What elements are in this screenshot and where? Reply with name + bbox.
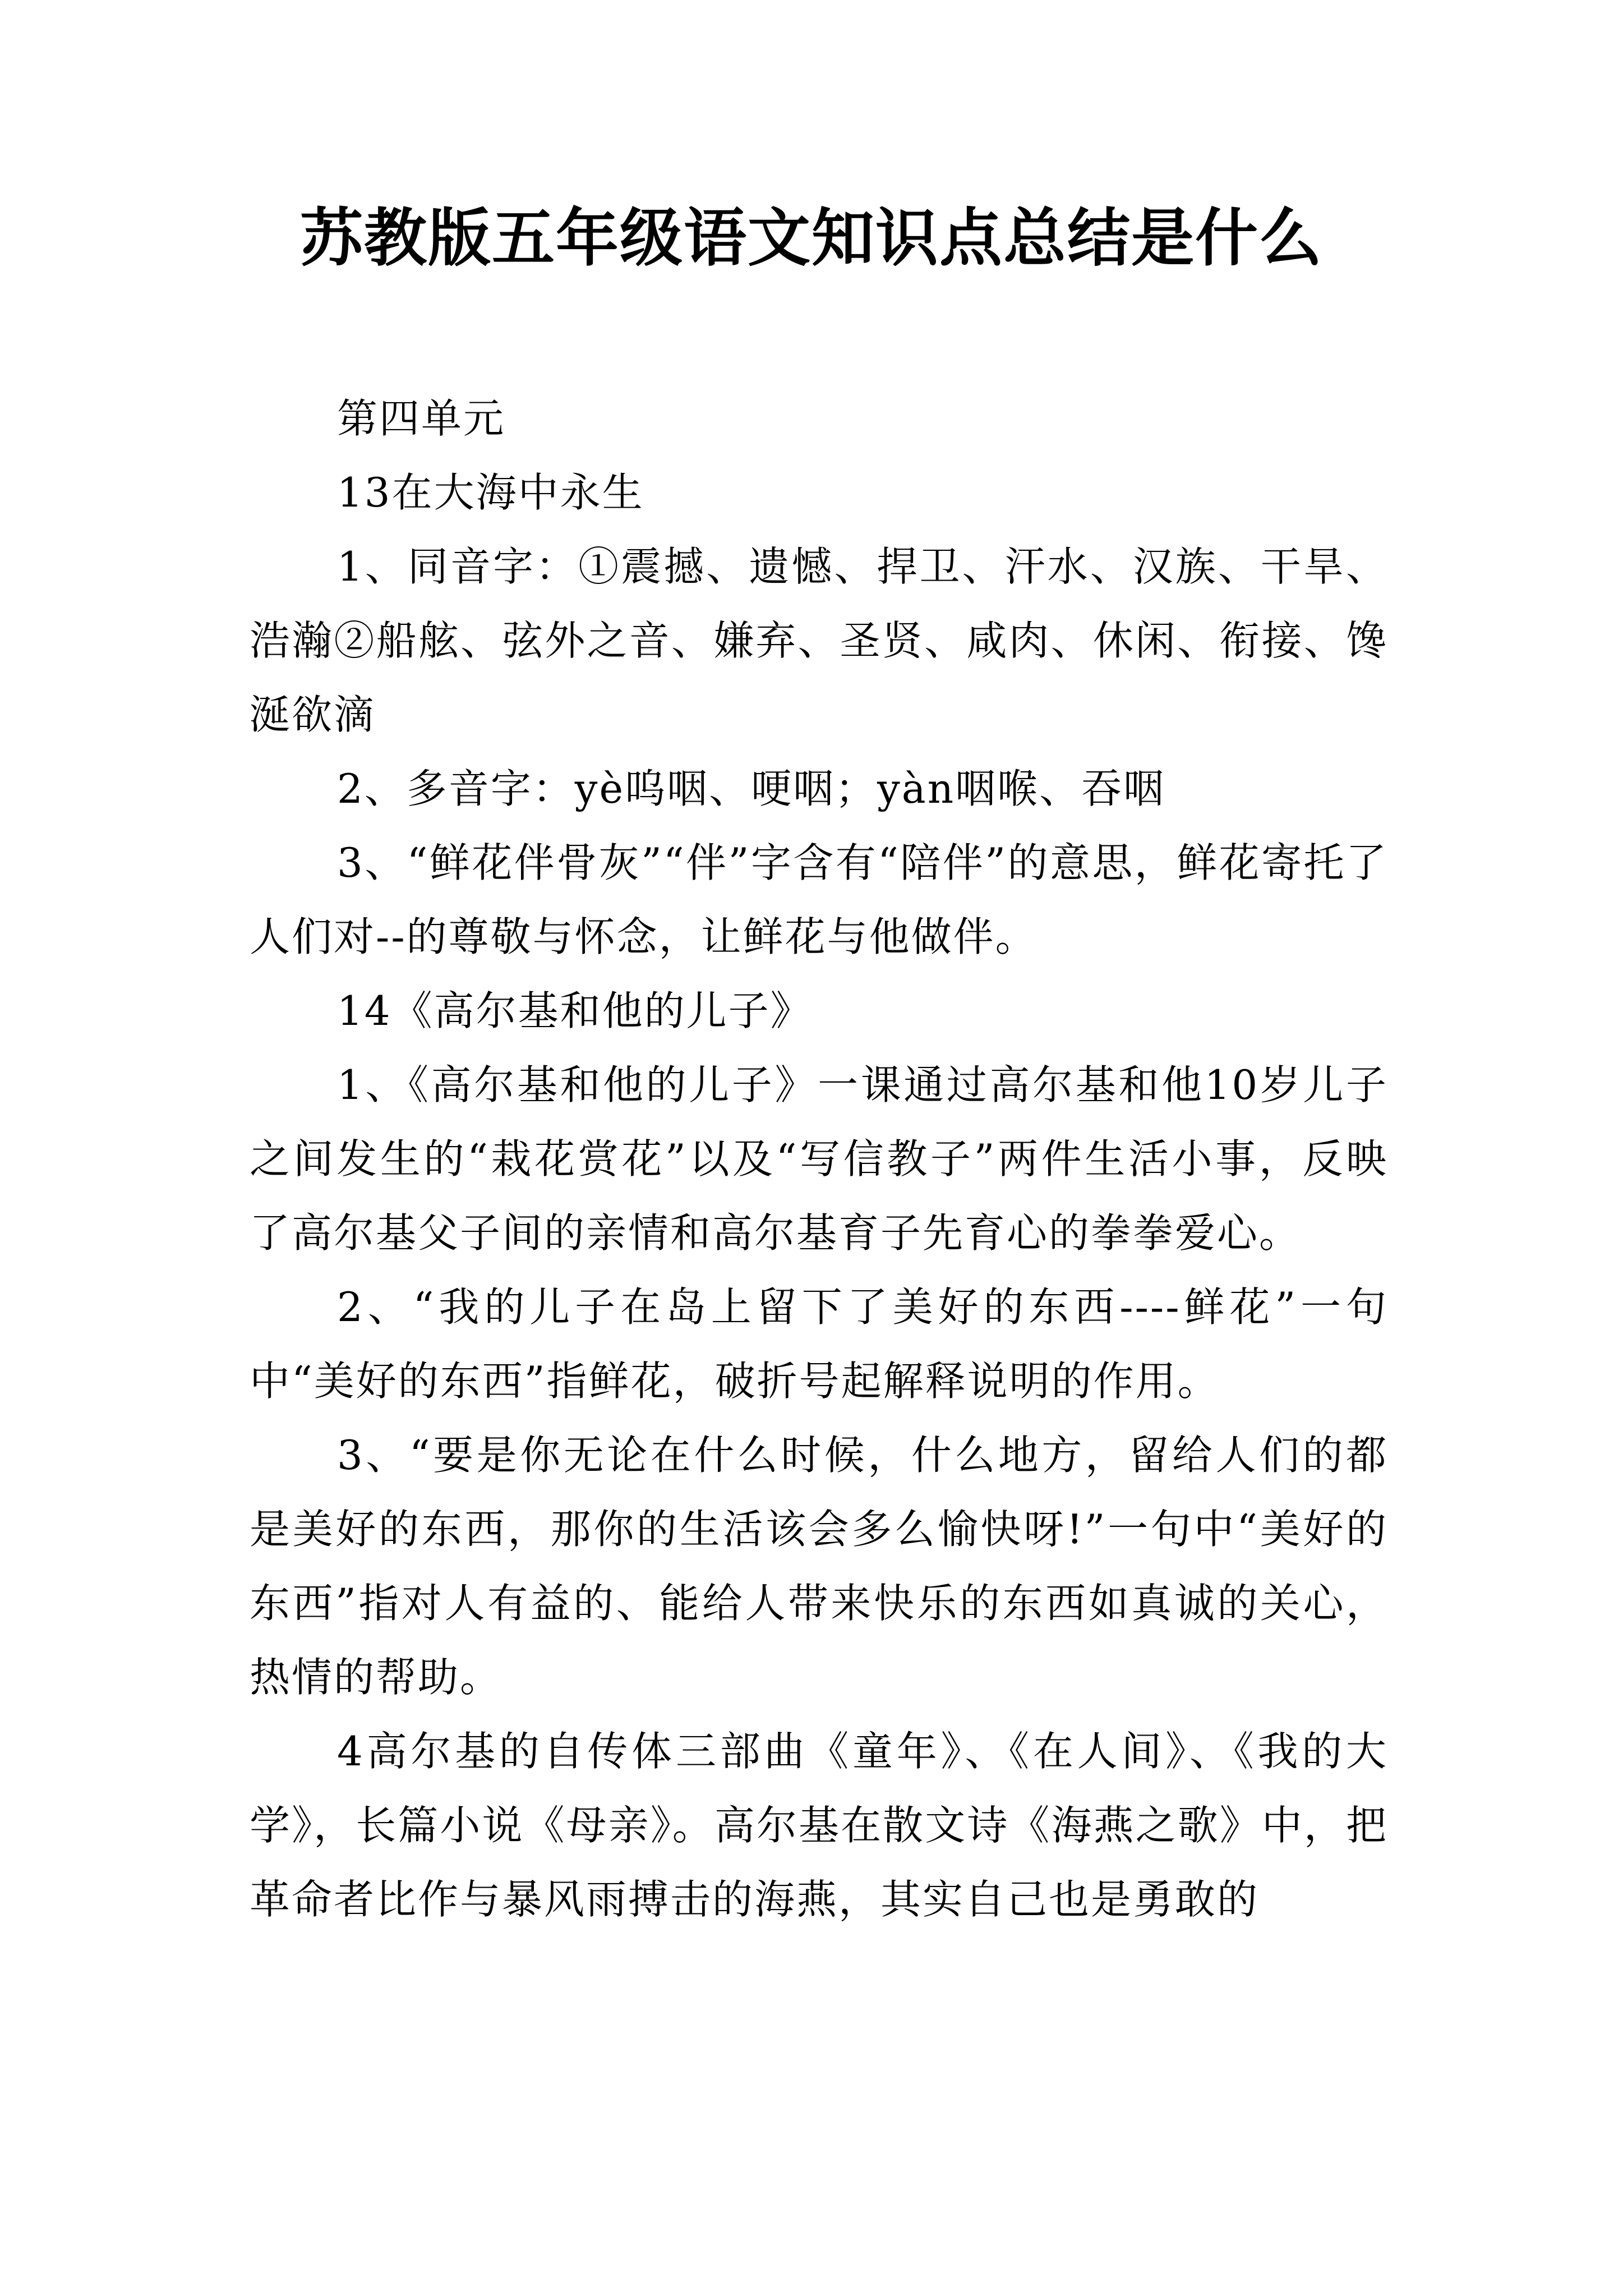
- paragraph-gorky-works: 4高尔基的自传体三部曲《童年》、《在人间》、《我的大学》，长篇小说《母亲》。高尔基在散文诗《海燕之歌》中，把革命者比作与暴风雨搏击的海燕，其实自己也是勇敢的: [250, 1728, 1388, 1923]
- paragraph-lesson-13-heading: 13在大海中永生: [337, 469, 644, 516]
- paragraph-lesson-summary: 1、《高尔基和他的儿子》一课通过高尔基和他10岁儿子之间发生的“栽花赏花”以及“写信教子”两件生活小事，反映了高尔基父子间的亲情和高尔基育子先育心的拳拳爱心。: [250, 1061, 1388, 1257]
- paragraph-lesson-14-heading: 14《高尔基和他的儿子》: [337, 987, 813, 1034]
- document-title: 苏教版五年级语文知识点总结是什么: [300, 201, 1323, 275]
- paragraph-quote-explanation: 3、“要是你无论在什么时候，什么地方，留给人们的都是美好的东西，那你的生活该会多么愉快呀!”一句中“美好的东西”指对人有益的、能给人带来快乐的东西如真诚的关心，热情的帮助。: [250, 1432, 1388, 1701]
- paragraph-polyphones: 2、多音字：yè呜咽、哽咽；yàn咽喉、吞咽: [337, 765, 1166, 812]
- paragraph-unit-heading: 第四单元: [337, 395, 506, 442]
- paragraph-homophones: 1、同音字：①震撼、遗憾、捍卫、汗水、汉族、干旱、浩瀚②船舷、弦外之音、嫌弃、圣贤、咸肉、休闲、衔接、馋涎欲滴: [250, 543, 1388, 738]
- document-body: [250, 381, 1388, 1936]
- paragraph-flowers-ashes: 3、“鲜花伴骨灰”“伴”字含有“陪伴”的意思，鲜花寄托了人们对--的尊敬与怀念，让鲜花与他做伴。: [250, 839, 1388, 960]
- paragraph-beautiful-things: 2、“我的儿子在岛上留下了美好的东西----鲜花”一句中“美好的东西”指鲜花，破折号起解释说明的作用。: [250, 1283, 1388, 1405]
